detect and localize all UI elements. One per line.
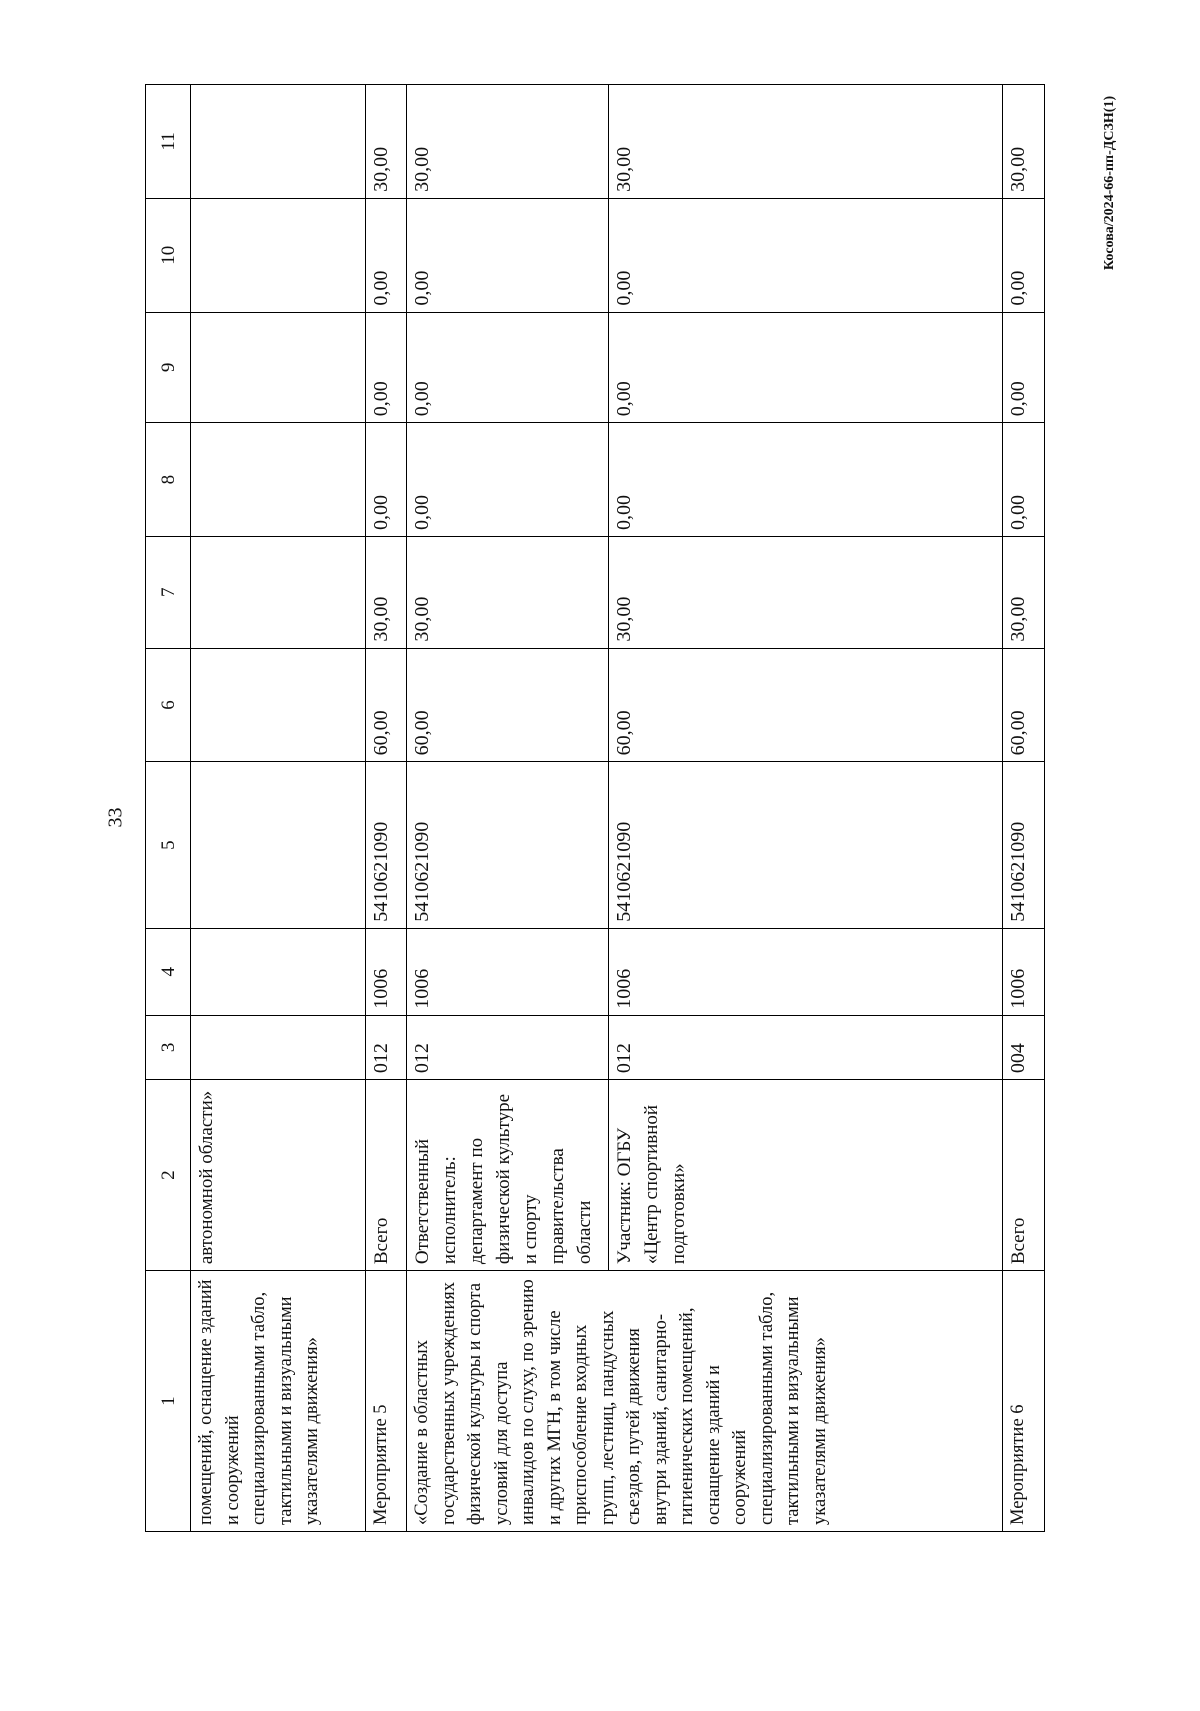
table-row xyxy=(191,85,366,1532)
cell-col5 xyxy=(191,762,366,928)
cell-col4: 1006 xyxy=(608,928,1003,1015)
cell-col5: 5410621090 xyxy=(365,762,407,928)
table-row xyxy=(365,85,407,1532)
header-col-4: 4 xyxy=(146,928,191,1015)
header-col-5: 5 xyxy=(146,762,191,928)
rotated-table-container xyxy=(145,84,1045,1532)
cell-col7: 30,00 xyxy=(407,536,609,648)
cell-col7: 30,00 xyxy=(608,536,1003,648)
document-code: Косова/2024-66-пп-ДСЗН(1) xyxy=(1102,95,1117,271)
header-col-7: 7 xyxy=(146,536,191,648)
cell-col10 xyxy=(191,198,366,312)
header-row xyxy=(146,85,191,1532)
cell-col4: 1006 xyxy=(407,928,609,1015)
cell-col5: 5410621090 xyxy=(407,762,609,928)
cell-col11: 30,00 xyxy=(608,85,1003,199)
cell-col8: 0,00 xyxy=(608,423,1003,537)
cell-col10: 0,00 xyxy=(407,198,609,312)
cell-col3: 012 xyxy=(407,1015,609,1079)
cell-col8 xyxy=(191,423,366,537)
cell-col6: 60,00 xyxy=(1003,648,1045,762)
header-col-2: 2 xyxy=(146,1080,191,1271)
cell-col11: 30,00 xyxy=(407,85,609,199)
cell-col8: 0,00 xyxy=(365,423,407,537)
cell-col11 xyxy=(191,85,366,199)
page-number: 33 xyxy=(104,807,127,828)
cell-col4: 1006 xyxy=(1003,928,1045,1015)
cell-activity: Мероприятие 6 xyxy=(1003,1271,1045,1532)
cell-col8: 0,00 xyxy=(407,423,609,537)
cell-executor: автономной области» xyxy=(191,1080,366,1271)
cell-col9: 0,00 xyxy=(407,312,609,423)
cell-col10: 0,00 xyxy=(608,198,1003,312)
cell-executor: Участник: ОГБУ «Центр спортивной подготовки» xyxy=(608,1080,1003,1271)
header-col-8: 8 xyxy=(146,423,191,537)
cell-col3: 012 xyxy=(365,1015,407,1079)
funding-table xyxy=(145,84,1045,1532)
header-col-1: 1 xyxy=(146,1271,191,1532)
cell-col10: 0,00 xyxy=(1003,198,1045,312)
header-col-11: 11 xyxy=(146,85,191,199)
header-col-3: 3 xyxy=(146,1015,191,1079)
table-row xyxy=(1003,85,1045,1532)
header-col-10: 10 xyxy=(146,198,191,312)
cell-col7: 30,00 xyxy=(1003,536,1045,648)
cell-executor: Ответственный исполнитель: департамент по физической культуре и спорту правительства области xyxy=(407,1080,609,1271)
cell-col7: 30,00 xyxy=(365,536,407,648)
cell-col9: 0,00 xyxy=(1003,312,1045,423)
header-col-9: 9 xyxy=(146,312,191,423)
cell-executor: Всего xyxy=(1003,1080,1045,1271)
cell-col8: 0,00 xyxy=(1003,423,1045,537)
cell-col11: 30,00 xyxy=(365,85,407,199)
cell-col9 xyxy=(191,312,366,423)
cell-col6: 60,00 xyxy=(407,648,609,762)
cell-col3: 012 xyxy=(608,1015,1003,1079)
cell-executor: Всего xyxy=(365,1080,407,1271)
cell-col4: 1006 xyxy=(365,928,407,1015)
cell-col9: 0,00 xyxy=(608,312,1003,423)
cell-col5: 5410621090 xyxy=(1003,762,1045,928)
table-row xyxy=(407,85,609,1532)
cell-col9: 0,00 xyxy=(365,312,407,423)
header-col-6: 6 xyxy=(146,648,191,762)
cell-col11: 30,00 xyxy=(1003,85,1045,199)
cell-col5: 5410621090 xyxy=(608,762,1003,928)
cell-activity: Мероприятие 5 xyxy=(365,1271,407,1532)
cell-col3 xyxy=(191,1015,366,1079)
cell-col3: 004 xyxy=(1003,1015,1045,1079)
cell-col4 xyxy=(191,928,366,1015)
cell-col6 xyxy=(191,648,366,762)
cell-col10: 0,00 xyxy=(365,198,407,312)
cell-col6: 60,00 xyxy=(365,648,407,762)
cell-activity: помещений, оснащение зданий и сооружений специализированными табло, тактильными и визуальными указателями движения» xyxy=(191,1271,366,1532)
cell-activity: «Создание в областных государственных учреждениях физической культуры и спорта условий для доступа инвалидов по слуху, по зрению и других МГН, в том числе приспособление входных групп, лестниц, пандусных съездов, путей движения внутри зданий, санитарно-гигиенических помещений, оснащение зданий и сооружений специализированными табло, тактильными и визуальными указателями движения» xyxy=(407,1271,1003,1532)
cell-col6: 60,00 xyxy=(608,648,1003,762)
cell-col7 xyxy=(191,536,366,648)
